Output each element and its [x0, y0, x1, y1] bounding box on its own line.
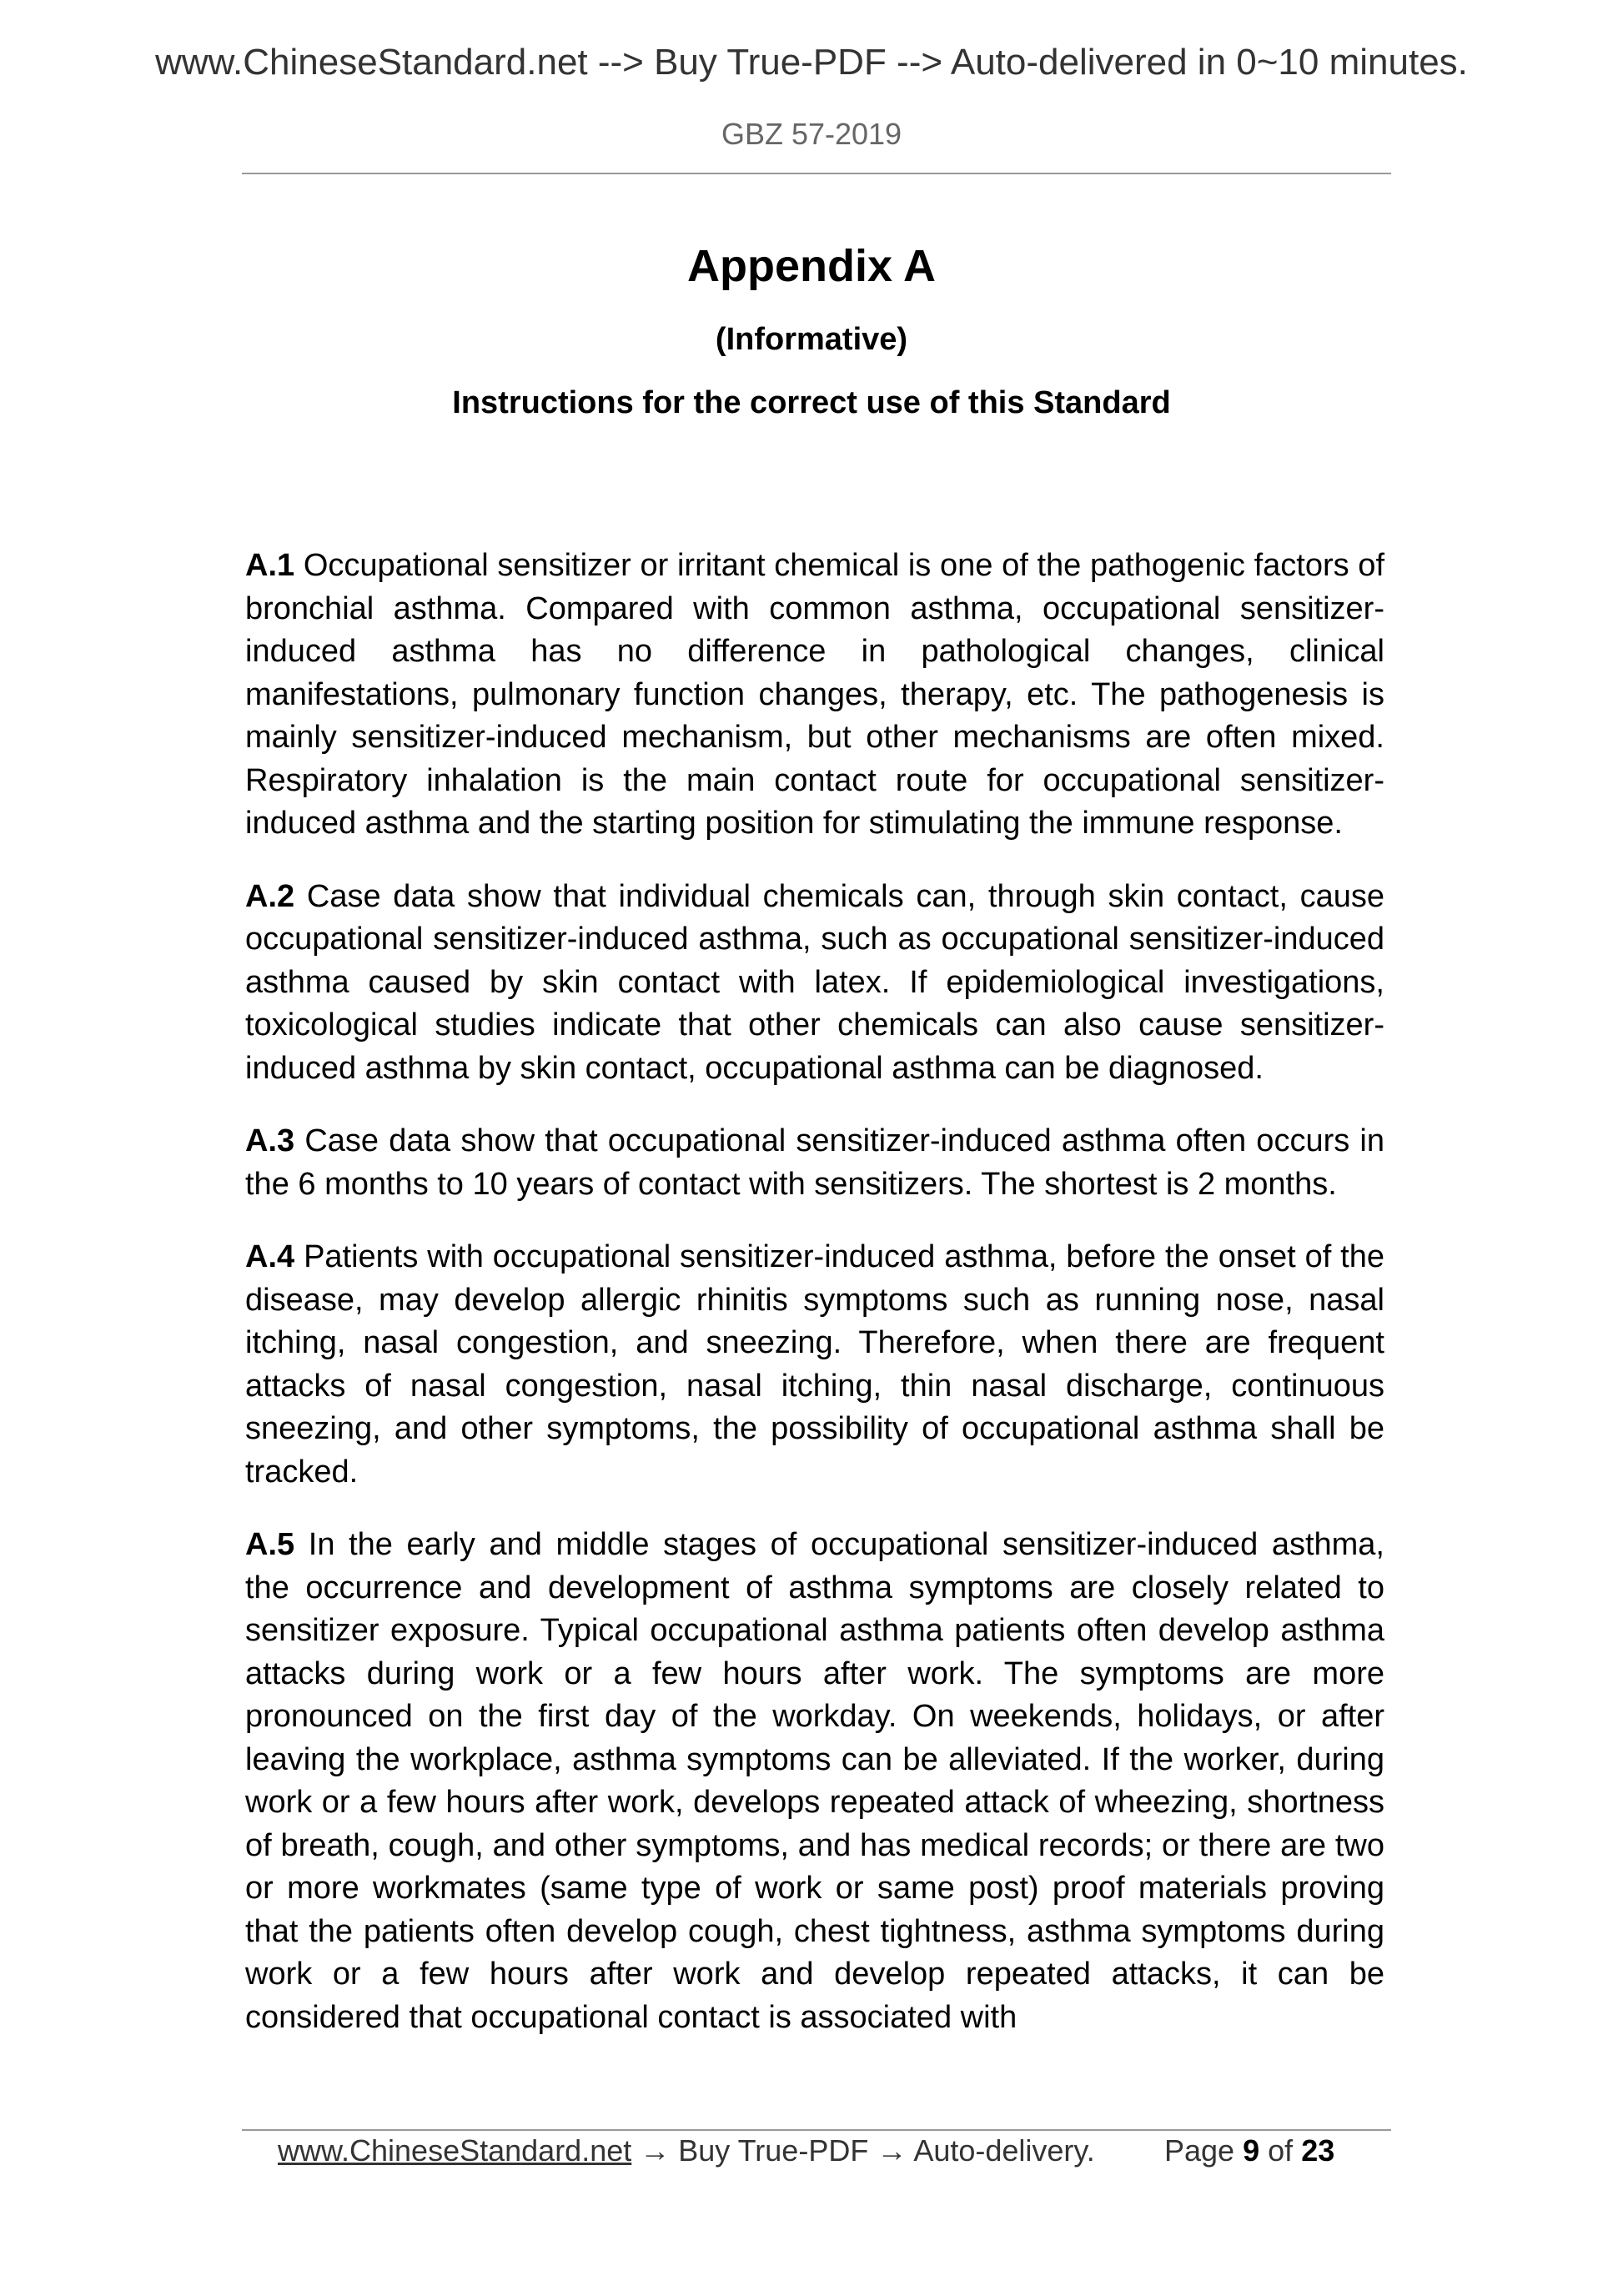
- of-word: of: [1268, 2133, 1294, 2168]
- appendix-title: Appendix A: [686, 241, 936, 291]
- clause-number: A.1: [245, 548, 295, 583]
- page-word: Page: [1164, 2133, 1235, 2168]
- footer-tail: → Buy True-PDF → Auto-delivery.: [631, 2133, 1095, 2168]
- paragraph-a2: [245, 876, 1384, 1091]
- body-text: [245, 545, 1384, 2069]
- appendix-heading: Instructions for the correct use of this Standard: [452, 385, 1171, 420]
- paragraph-a1: [245, 545, 1384, 846]
- paragraph-a3: [245, 1120, 1384, 1206]
- clause-text: Occupational sensitizer or irritant chemical is one of the pathogenic factors of bronchial asthma. Compared with common asthma, occupational sensitizer-induced asthma has no difference in pathological changes, clinical manifestations, pulmonary function changes, therapy, etc. The pathogenesis is mainly sensitizer-induced mechanism, but other mechanisms are often mixed. Respiratory inhalation is the main contact route for occupational sensitizer-induced asthma and the starting position for stimulating the immune response.: [245, 548, 1384, 841]
- footer: [278, 2133, 1362, 2168]
- clause-number: A.2: [245, 878, 295, 914]
- clause-text: Case data show that individual chemicals can, through skin contact, cause occupational sensitizer-induced asthma, such as occupational sensitizer-induced asthma caused by skin contact with latex. If epidemiological investigations, toxicological studies indicate that other chemicals can also cause sensitizer-induced asthma by skin contact, occupational asthma can be diagnosed.: [245, 878, 1384, 1086]
- page-total: 23: [1301, 2133, 1335, 2168]
- appendix-subtitle: (Informative): [715, 322, 908, 357]
- page-indicator: [1164, 2133, 1334, 2168]
- clause-number: A.5: [245, 1527, 295, 1562]
- page-number: 9: [1243, 2133, 1260, 2168]
- footer-divider: [242, 2129, 1391, 2131]
- clause-number: A.4: [245, 1239, 295, 1274]
- header-banner: www.ChineseStandard.net --> Buy True-PDF --> Auto-delivered in 0~10 minutes.: [155, 42, 1468, 83]
- clause-number: A.3: [245, 1123, 295, 1158]
- paragraph-a4: [245, 1236, 1384, 1494]
- document-code: GBZ 57-2019: [721, 117, 902, 151]
- clause-text: Case data show that occupational sensitizer-induced asthma often occurs in the 6 months to 10 years of contact with sensitizers. The shortest is 2 months.: [245, 1123, 1384, 1202]
- paragraph-a5: [245, 1524, 1384, 2039]
- header-divider: [242, 173, 1391, 174]
- clause-text: In the early and middle stages of occupational sensitizer-induced asthma, the occurrence and development of asthma symptoms are closely related to sensitizer exposure. Typical occupational asthma patients often develop asthma attacks during work or a few hours after work. The symptoms are more pronounced on the first day of the workday. On weekends, holidays, or after leaving the workplace, asthma symptoms can be alleviated. If the worker, during work or a few hours after work, develops repeated attack of wheezing, shortness of breath, cough, and other symptoms, and has medical records; or there are two or more workmates (same type of work or same post) proof materials proving that the patients often develop cough, chest tightness, asthma symptoms during work or a few hours after work and develop repeated attacks, it can be considered that occupational contact is associated with: [245, 1527, 1384, 2035]
- clause-text: Patients with occupational sensitizer-induced asthma, before the onset of the disease, may develop allergic rhinitis symptoms such as running nose, nasal itching, nasal congestion, and sneezing. Therefore, when there are frequent attacks of nasal congestion, nasal itching, thin nasal discharge, continuous sneezing, and other symptoms, the possibility of occupational asthma shall be tracked.: [245, 1239, 1385, 1490]
- footer-link[interactable]: www.ChineseStandard.net: [278, 2133, 632, 2168]
